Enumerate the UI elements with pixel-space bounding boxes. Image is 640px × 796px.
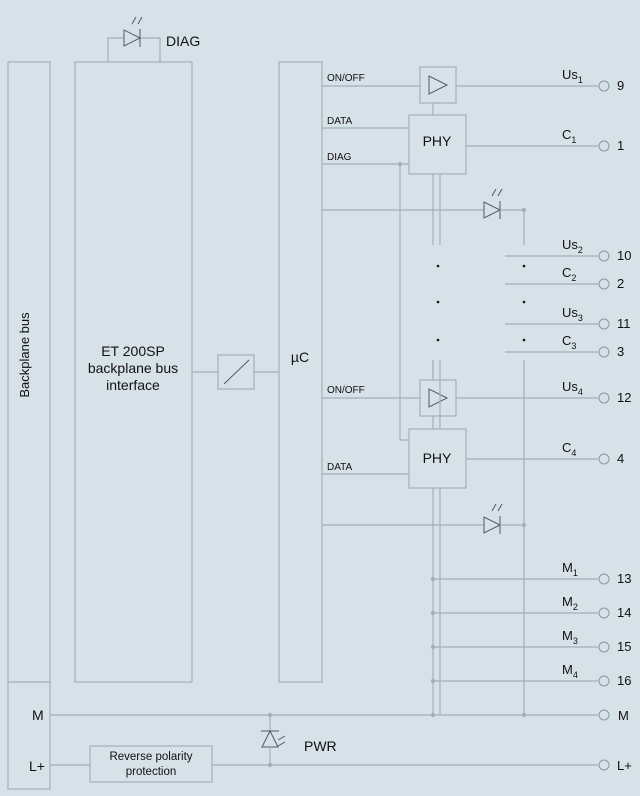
microcontroller-block bbox=[279, 62, 322, 682]
terminal-name-m1: $M_1$ bbox=[562, 560, 578, 578]
terminal-pin-1: 1 bbox=[617, 138, 625, 153]
terminal-pin-13: 13 bbox=[617, 571, 632, 586]
backplane-bus-block bbox=[8, 62, 50, 789]
data-label-4: DATA bbox=[327, 462, 353, 473]
lplus-right-label: L+ bbox=[617, 758, 632, 773]
reverse-polarity-line2: protection bbox=[125, 766, 177, 778]
terminal-pin-10: 10 bbox=[617, 248, 632, 263]
phy-label-1: PHY bbox=[422, 133, 452, 149]
led-icon-4 bbox=[484, 504, 502, 534]
led-icon-1 bbox=[484, 189, 502, 219]
terminal-pin-14: 14 bbox=[617, 605, 632, 620]
onoff-label-4: ON/OFF bbox=[327, 385, 365, 396]
m-left-label: M bbox=[32, 707, 44, 723]
terminal-name-c1: $C_1$ bbox=[562, 127, 577, 145]
terminal-pin-16: 16 bbox=[617, 673, 632, 688]
microcontroller-label: µC bbox=[290, 349, 310, 365]
phy-label-4: PHY bbox=[422, 450, 452, 466]
backplane-bus-label: Backplane bus bbox=[17, 312, 32, 398]
diag-led-icon bbox=[124, 17, 142, 47]
terminal-name-m2: $M_2$ bbox=[562, 594, 578, 612]
terminal-pin-15: 15 bbox=[617, 639, 632, 654]
lplus-left-label: L+ bbox=[29, 758, 45, 774]
terminal-circles bbox=[599, 81, 609, 770]
driver-symbol-1 bbox=[420, 67, 456, 103]
terminal-pin-11: 11 bbox=[617, 316, 631, 331]
terminal-name-us2: $Us_2$ bbox=[562, 237, 583, 255]
interface-label-line1: ET 200SP bbox=[101, 343, 165, 359]
interface-label-line3: interface bbox=[106, 377, 160, 393]
terminal-name-m3: $M_3$ bbox=[562, 628, 578, 646]
pwr-led-label: PWR bbox=[304, 738, 337, 754]
interface-label-line2: backplane bus bbox=[87, 360, 179, 376]
data-label-1: DATA bbox=[327, 116, 353, 127]
terminal-name-us1: $Us_1$ bbox=[562, 67, 583, 85]
m-right-label: M bbox=[618, 708, 629, 723]
terminal-name-us4: $Us_4$ bbox=[562, 379, 583, 397]
terminal-name-us3: $Us_3$ bbox=[562, 305, 583, 323]
terminal-pin-12: 12 bbox=[617, 390, 632, 405]
terminal-name-m4: $M_4$ bbox=[562, 662, 578, 680]
terminal-name-c3: $C_3$ bbox=[562, 333, 577, 351]
onoff-label-1: ON/OFF bbox=[327, 73, 365, 84]
terminal-pin-9: 9 bbox=[617, 78, 625, 93]
terminal-pin-4: 4 bbox=[617, 451, 625, 466]
terminal-name-c4: $C_4$ bbox=[562, 440, 577, 458]
terminal-pin-2: 2 bbox=[617, 276, 625, 291]
diag-signal-label: DIAG bbox=[327, 152, 352, 163]
terminal-name-c2: $C_2$ bbox=[562, 265, 577, 283]
driver-symbol-4 bbox=[420, 380, 456, 416]
reverse-polarity-line1: Reverse polarity bbox=[109, 751, 193, 763]
terminal-pin-3: 3 bbox=[617, 344, 625, 359]
pwr-led-icon bbox=[261, 731, 285, 747]
diag-led-label: DIAG bbox=[166, 33, 201, 49]
continuation-dots bbox=[437, 265, 526, 342]
